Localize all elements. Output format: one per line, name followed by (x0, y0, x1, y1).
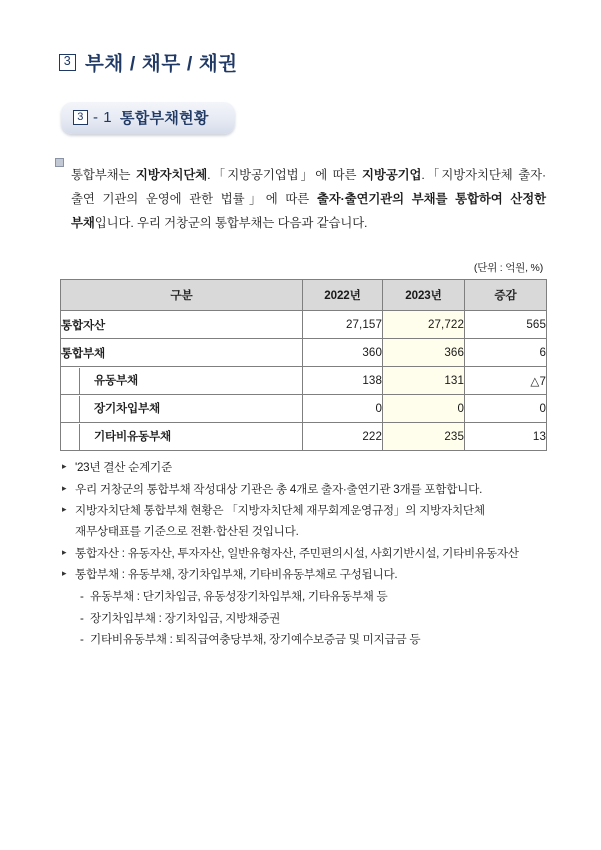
table-cell-value: △7 (465, 367, 547, 395)
section-heading (61, 102, 546, 134)
note-text: 우리 거창군의 통합부채 작성대상 기관은 총 4개로 출자·출연기관 3개를 포함합니다. (75, 482, 483, 496)
list-item (62, 565, 546, 586)
table-cell-value: 366 (383, 339, 465, 367)
table-cell-value: 235 (383, 423, 465, 451)
table-row (61, 423, 547, 451)
section-sub-number: 1 (103, 109, 112, 126)
list-item (62, 480, 546, 501)
list-item (62, 501, 546, 542)
table-body (61, 311, 547, 451)
filled-square-bullet-icon (55, 158, 64, 167)
table-cell-value: 0 (303, 395, 383, 423)
lead-part-1: 통합부채는 (71, 168, 136, 183)
column-header-diff: 증감 (465, 280, 547, 311)
column-header-2023: 2023년 (383, 280, 465, 311)
table-row (61, 339, 547, 367)
sub-note-text: 장기차입부채 : 장기차입금, 지방채증권 (90, 611, 281, 625)
unit-note: (단위 : 억원, %) (473, 262, 543, 275)
sub-list-item (80, 609, 546, 630)
table-cell-item: 통합부채 (61, 339, 303, 367)
table-cell-value: 27,722 (383, 311, 465, 339)
sub-list-item (80, 587, 546, 608)
notes-list (62, 458, 546, 651)
integrated-debt-table (60, 279, 547, 451)
triangle-right-icon: ▸ (62, 504, 67, 515)
section-dash: - (93, 109, 99, 126)
table-cell-item: 통합자산 (61, 311, 303, 339)
table-row (61, 311, 547, 339)
note-text: 지방자치단체 통합부채 현황은 「지방자치단체 재무회계운영규정」의 지방자치단체 재무상태표를 기준으로 전환·합산된 것입니다. (75, 504, 485, 539)
table-cell-value: 0 (383, 395, 465, 423)
table-row (61, 367, 547, 395)
sub-note-text: 기타비유동부채 : 퇴직급여충당부채, 장기예수보증금 및 미지급금 등 (90, 633, 421, 647)
section-title-text: 통합부채현황 (119, 110, 209, 127)
sub-note-text: 유동부채 : 단기차입금, 유동성장기차입부채, 기타유동부채 등 (90, 589, 388, 603)
table-cell-value: 222 (303, 423, 383, 451)
table-cell-value: 6 (465, 339, 547, 367)
column-header-2022: 2022년 (303, 280, 383, 311)
table-cell-value: 138 (303, 367, 383, 395)
lead-paragraph (55, 152, 546, 248)
note-text: '23년 결산 순계기준 (75, 461, 172, 475)
section-number-badge: 3 (73, 110, 88, 125)
table-cell-value: 27,157 (303, 311, 383, 339)
list-item (62, 544, 546, 565)
note-text: 통합부채 : 유동부채, 장기차입부채, 기타비유동부채로 구성됩니다. (75, 568, 398, 582)
lead-bold-1: 지방자치단체 (135, 168, 208, 183)
sub-list-item (80, 630, 546, 651)
triangle-right-icon: ▸ (62, 461, 67, 472)
table-cell-value: 13 (465, 423, 547, 451)
lead-part-2: .「지방공기업법」에 따른 (207, 168, 362, 183)
table-cell-item-label: 장기차입부채 (79, 396, 302, 422)
table-cell-item-label: 유동부채 (79, 368, 302, 394)
chapter-title-text: 부채 / 채무 / 채권 (85, 53, 238, 75)
column-header-item: 구분 (61, 280, 303, 311)
dash-marker: - (80, 589, 84, 603)
table-cell-value: 360 (303, 339, 383, 367)
table-cell-item (61, 423, 303, 451)
triangle-right-icon: ▸ (62, 546, 67, 557)
dash-marker: - (80, 633, 84, 647)
lead-part-3: .「지방자치단체 출자·출연 기관의 운영에 관한 법률」에 따른 (71, 168, 546, 207)
lead-part-4: 입니다. 우리 거창군의 통합부채는 다음과 같습니다. (94, 216, 368, 231)
dash-marker: - (80, 611, 84, 625)
table-cell-item (61, 367, 303, 395)
triangle-right-icon: ▸ (62, 482, 67, 493)
section-pill (61, 102, 235, 134)
table-header-row (61, 280, 547, 311)
table-cell-item (61, 395, 303, 423)
lead-bold-3: 출자·출연기관의 부채를 통합하여 산정한 부채 (71, 192, 546, 231)
list-item (62, 458, 546, 479)
table-cell-value: 0 (465, 395, 547, 423)
lead-bold-2: 지방공기업 (361, 168, 422, 183)
table-row (61, 395, 547, 423)
table-cell-item-label: 기타비유동부채 (79, 424, 302, 450)
lead-paragraph-text (71, 164, 546, 235)
table-cell-value: 565 (465, 311, 547, 339)
chapter-number-badge: 3 (59, 54, 76, 71)
page-title (59, 48, 546, 76)
note-text: 통합자산 : 유동자산, 투자자산, 일반유형자산, 주민편의시설, 사회기반시설, 기타비유동자산 (75, 546, 519, 560)
table-cell-value: 131 (383, 367, 465, 395)
triangle-right-icon: ▸ (62, 568, 67, 579)
